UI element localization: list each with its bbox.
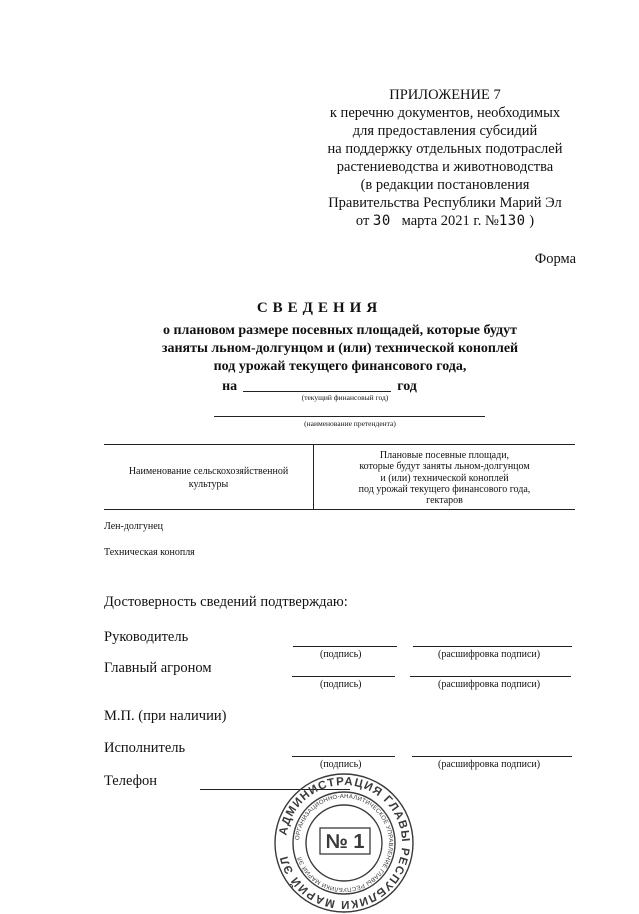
crop-row-flax: Лен-долгунец [104,521,164,532]
header-line: которые будут заняты льном-долгунцом [359,461,530,473]
seal-label: М.П. (при наличии) [104,708,227,724]
header-line: гектаров [426,495,463,507]
appendix-line: Правительства Республики Марий Эл [328,195,562,211]
form-label: Форма [534,251,576,267]
appendix-line: к перечню документов, необходимых [329,105,561,121]
header-line: и (или) технической коноплей [380,472,509,484]
decoding-caption: (расшифровка подписи) [438,759,541,770]
stamp-number: № 1 [325,831,365,853]
applicant-line [214,416,485,417]
agronomist-decoding-line [410,676,571,677]
date-number: 130 [498,213,526,229]
stamp-outer-text: АДМИНИСТРАЦИЯ ГЛАВЫ РЕСПУБЛИКИ МАРИЙ ЭЛ [277,775,412,911]
subtitle-line: под урожай текущего финансового года, [213,359,467,374]
director-signature-line [293,646,397,647]
subtitle-line: заняты льном-долгунцом и (или) технической коноплей [161,341,519,356]
applicant-caption: (наименование претендента) [304,419,396,428]
appendix-date-line [300,212,590,230]
agronomist-label: Главный агроном [104,660,212,676]
agronomist-signature-line [292,676,395,677]
appendix-line: растениеводства и животноводства [336,159,554,175]
date-suffix: ) [529,213,535,229]
header-line: Наименование сельскохозяйственной [128,466,289,477]
signature-caption: (подпись) [320,649,362,660]
director-decoding-line [413,646,572,647]
signature-caption: (подпись) [320,679,362,690]
header-line: под урожай текущего финансового года, [358,483,531,495]
subtitle-line: о плановом размере посевных площадей, которые будут [162,323,518,338]
document-title: СВЕДЕНИЯ [256,300,383,316]
date-month-year: марта 2021 г. № [401,213,499,229]
plan-table [104,444,575,510]
crop-row-hemp: Техническая конопля [104,547,195,558]
signature-caption: (подпись) [320,759,362,770]
date-day: 30 [372,213,391,229]
decoding-caption: (расшифровка подписи) [438,649,541,660]
date-prefix: от [355,213,370,229]
year-prefix: на [222,379,238,394]
appendix-header [300,86,590,230]
director-label: Руководитель [104,629,189,645]
stamp-inner-text: ОРГАНИЗАЦИОННО-АНАЛИТИЧЕСКОЕ УПРАВЛЕНИЕ ГЛАВЫ РЕСПУБЛИКИ МАРИЙ ЭЛ [295,793,394,893]
executor-signature-line [292,756,395,757]
confirmation-text: Достоверность сведений подтверждаю: [104,594,348,610]
year-suffix: год [397,379,417,394]
appendix-line: для предоставления субсидий [352,123,538,139]
year-caption: (текущий финансовый год) [301,393,389,402]
executor-label: Исполнитель [104,740,186,756]
executor-decoding-line [412,756,572,757]
year-blank-line [243,377,391,392]
document-subtitle [140,322,540,376]
appendix-line: (в редакции постановления [360,177,530,193]
header-line: Плановые посевные площади, [379,450,510,461]
appendix-line: на поддержку отдельных подотраслей [327,141,563,157]
official-stamp [273,772,415,914]
decoding-caption: (расшифровка подписи) [438,679,541,690]
appendix-title: ПРИЛОЖЕНИЕ 7 [389,87,501,103]
phone-label: Телефон [104,773,157,789]
table-header-area [314,450,575,506]
table-header-crop [104,465,313,491]
header-line: культуры [188,479,229,490]
